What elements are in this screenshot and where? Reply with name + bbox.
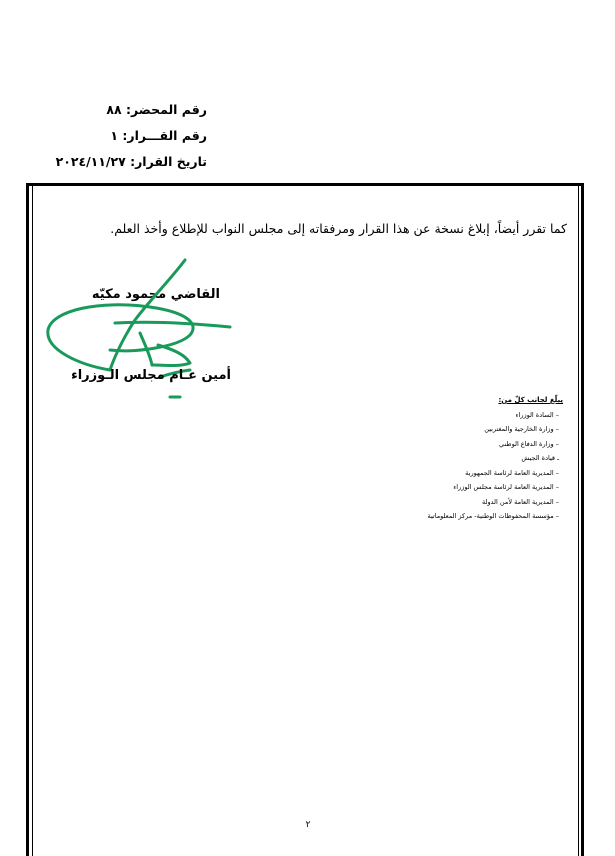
frame-inner-line-right <box>578 186 579 856</box>
list-item: – المديرية العامة لأمن الدولة <box>482 497 559 506</box>
decision-paragraph: كما تقرر أيضاً، إبلاغ نسخة عن هذا القرار ومرفقاته إلى مجلس النواب للإطلاع وأخذ العلم. <box>110 221 567 236</box>
list-item: ـ قيادة الجيش <box>521 454 559 462</box>
list-item: – مؤسسة المحفوظات الوطنية- مركز المعلوماتية <box>427 512 559 520</box>
distribution-heading: يبلّغ لجانب كلّ من: <box>498 396 563 404</box>
list-item: – المديرية العامة لرئاسة مجلس الوزراء <box>453 483 559 491</box>
decision-date: تاريخ القرار: ٢٠٢٤/١١/٢٧ <box>55 154 207 169</box>
decision-number: رقم القـــرار: ١ <box>110 128 207 143</box>
list-item: – السادة الوزراء <box>515 410 559 419</box>
list-item: – وزارة الدفاع الوطني <box>499 439 559 448</box>
minutes-number: رقم المحضر: ٨٨ <box>106 102 207 117</box>
decision-header <box>56 97 207 175</box>
list-item: – وزارة الخارجية والمغتربين <box>484 425 559 433</box>
page-number: ٢ <box>305 820 311 830</box>
frame-inner-line-left <box>32 186 33 856</box>
list-item: – المديرية العامة لرئاسة الجمهورية <box>465 468 559 477</box>
signatory-title: أمين عـام مجلس الـوزراء <box>71 368 231 383</box>
distribution-list <box>303 393 563 524</box>
signatory-name: القاضي محمود مكيّه <box>91 287 220 302</box>
